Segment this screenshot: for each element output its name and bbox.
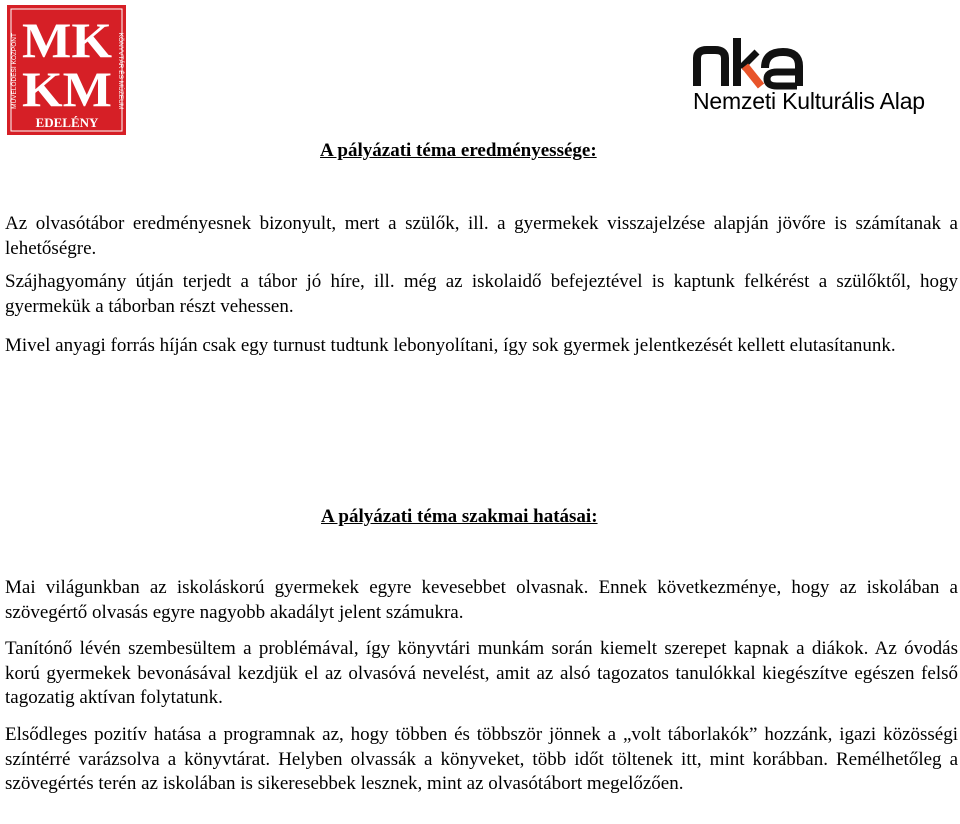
section-heading-results: A pályázati téma eredményessége:: [320, 140, 597, 161]
paragraph: Mivel anyagi forrás híján csak egy turnust tudtunk lebonyolítani, így sok gyermek jelentkezését kellett elutasítanunk.: [5, 335, 896, 356]
nka-logo: [693, 38, 955, 128]
mkkm-city-text: EDELÉNY: [35, 115, 99, 130]
paragraph: Mai világunkban az iskoláskorú gyermekek egyre kevesebbet olvasnak. Ennek következménye, hogy az iskolában a szövegértő olvasás egyre nagyobb akadályt jelent számukra.: [5, 577, 958, 623]
nka-caption: Nemzeti Kulturális Alap: [693, 88, 925, 114]
mkkm-edeleny-logo: [7, 5, 126, 135]
section-heading-impacts: A pályázati téma szakmai hatásai:: [321, 506, 598, 527]
paragraph: Szájhagyomány útján terjedt a tábor jó híre, ill. még az iskolaidő befejeztével is kaptunk felkérést a szülőktől, hogy gyermekük a táborban részt vehessen.: [5, 271, 958, 317]
mkkm-letters-bottom: KM: [22, 61, 112, 117]
paragraph: Elsődleges pozitív hatása a programnak az, hogy többen és többször jönnek a „volt táborlakók” hozzánk, igazi közösségi színtérré varázsolva a könyvtárat. Helyben olvassák a könyveket, több időt töltenek itt, mint korábban. Remélhetőleg a szövegértés terén az iskolában is sikeresebbek lesznek, mint az olvasótábort megelőzően.: [5, 724, 958, 794]
mkkm-left-vertical-text: MŰVELŐDÉSI KÖZPONT: [11, 33, 18, 109]
mkkm-letters-top: MK: [22, 12, 113, 68]
nka-mark: [693, 38, 955, 90]
paragraph: Tanítónő lévén szembesültem a problémával, így könyvtári munkám során kiemelt szerepet kapnak a diákok. Az óvodás korú gyermekek bevonásával kezdjük el az olvasóvá nevelést, amit az alsó tagozatos tanulókkal kiegészítve egészen felső tagozatig aktívan folytatunk.: [5, 638, 958, 708]
mkkm-right-vertical-text: KÖNYVTÁR ÉS MÚZEUM: [117, 32, 124, 110]
paragraph: Az olvasótábor eredményesnek bizonyult, mert a szülők, ill. a gyermekek visszajelzése alapján jövőre is számítanak a lehetőségre.: [5, 213, 958, 259]
